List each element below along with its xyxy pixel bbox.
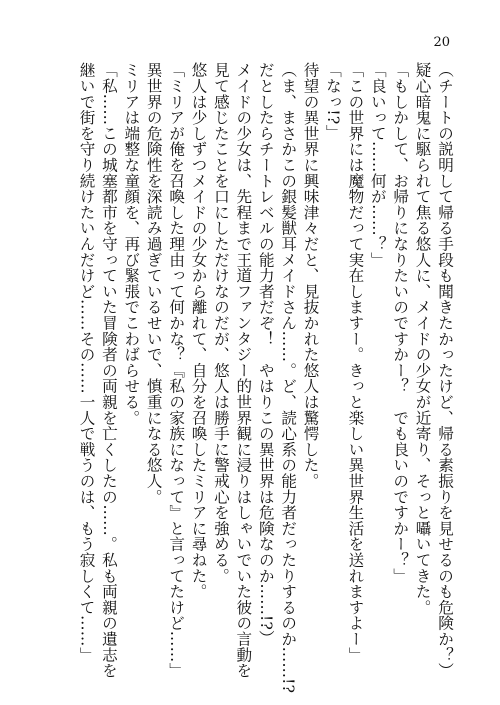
- page-number: 20: [433, 35, 450, 50]
- text-line: 「この世界には魔物だって実在しますー。きっと楽しい異世界生活を送れますよー」: [346, 62, 365, 663]
- text-line: 待望の異世界に興味津々だと、見抜かれた悠人は驚愕した。: [301, 62, 320, 489]
- text-line: 「良いって……何が……？」: [368, 62, 387, 268]
- text-line: 「ミリアが俺を召喚した理由って何かな？『私の家族になって』と言ってたけど……」: [167, 62, 186, 679]
- text-line: 継いで街を守り続けたいんだけど……その……一人で戦うのは、もう寂しくて……」: [77, 62, 96, 663]
- text-line: だとしたらチートレベルの能力者だぞ！ やはりこの異世界は危険なのか……!?）: [256, 62, 275, 646]
- text-line: 疑心暗鬼に駆られて焦る悠人に、メイドの少女が近寄り、そっと囁いてきた。: [413, 62, 432, 615]
- text-line: 悠人は少しずつメイドの少女から離れて、自分を召喚したミリアに尋ねた。: [189, 62, 208, 600]
- text-line: 「もしかして、お帰りになりたいのですかー？ でも良いのですかー？」: [391, 62, 410, 584]
- text-line: 異世界の危険性を深読み過ぎているせいで、慎重になる悠人。: [144, 62, 163, 505]
- text-line: 「なっ!?」: [323, 62, 342, 141]
- vertical-text-body: [75, 62, 456, 694]
- text-line: メイドの少女は、先程まで王道ファンタジー的世界観に浸りはしゃいでいた彼の言動を: [234, 62, 253, 679]
- text-line: 「私……この城塞都市を守っていた冒険者の両親を亡くしたの……。私も両親の遺志を: [99, 62, 118, 679]
- text-line: 見て感じたことを口にしただけなのだが、悠人は勝手に警戒心を強める。: [211, 62, 230, 584]
- text-line: （ま、まさかこの銀髪獣耳メイドさん……。ど、読心系の能力者だったりするのか……!?: [279, 62, 298, 694]
- text-line: （チートの説明して帰る手段も聞きたかったけど、帰る素振りを見せるのも危険か？）: [436, 62, 454, 679]
- text-line: ミリアは端整な童顔を、再び緊張でこわばらせる。: [122, 62, 141, 426]
